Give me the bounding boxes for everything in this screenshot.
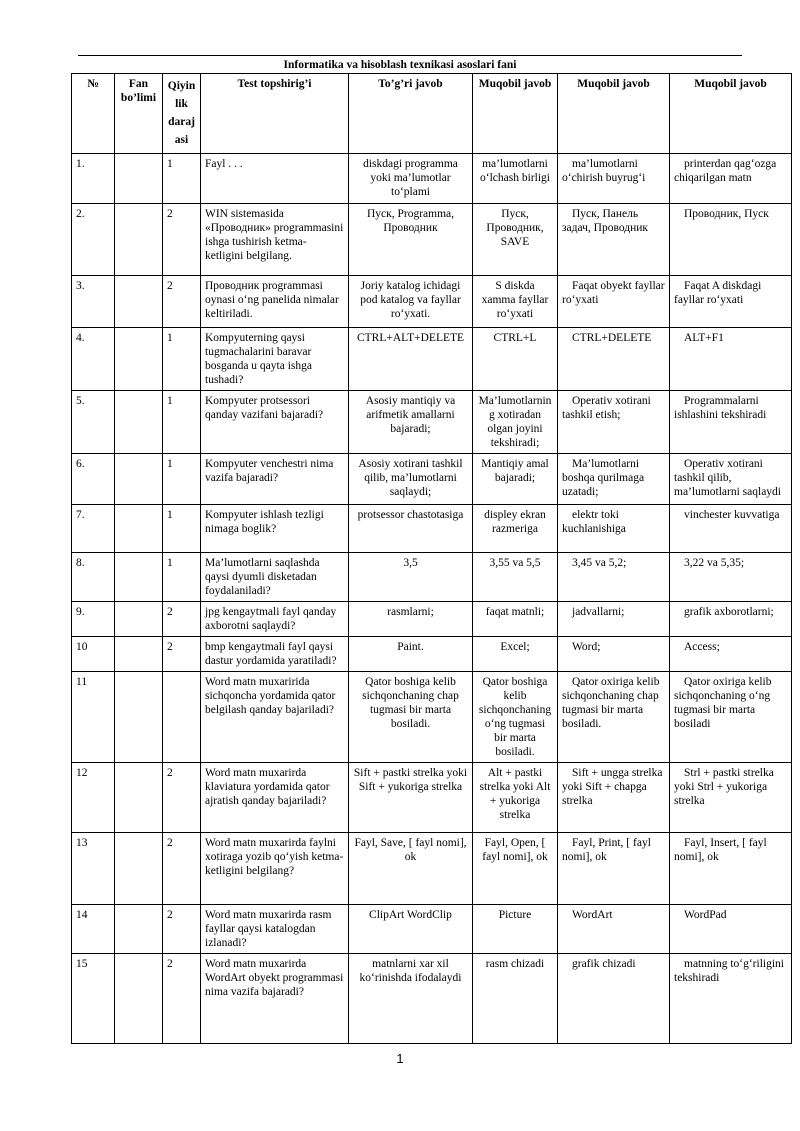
question-text [201, 905, 349, 954]
correct-answer [349, 276, 473, 328]
question-number [72, 602, 115, 637]
question-text-text: bmp kengaytmali fayl qaysi dastur yordamida yaratiladi? [205, 641, 337, 667]
correct-answer-text: Asosiy xotirani tashkil qilib, ma’lumotlarni saqlaydi; [358, 458, 463, 498]
alternative-answer-3-text: WordPad [684, 909, 727, 921]
question-number-text: 8. [76, 557, 85, 569]
table-row [72, 905, 792, 954]
table-body [72, 154, 792, 1044]
question-number [72, 276, 115, 328]
table-header-row [72, 74, 792, 154]
alternative-answer-3-text: Programmalarni ishlashini tekshiradi [674, 395, 767, 421]
correct-answer-text: Qator boshiga kelib sichqonchaning chap tugmasi bir marta bosiladi. [362, 676, 459, 730]
alternative-answer-2 [558, 276, 670, 328]
question-text [201, 954, 349, 1044]
section-cell [115, 602, 163, 637]
header-number: № [72, 74, 115, 154]
alternative-answer-3-text: Strl + pastki strelka yoki Strl + yukoriga strelka [674, 767, 774, 807]
question-number-text: 9. [76, 606, 85, 618]
alternative-answer-2 [558, 328, 670, 391]
difficulty-cell-text: 1 [167, 509, 173, 521]
question-number [72, 204, 115, 276]
question-number-text: 6. [76, 458, 85, 470]
alternative-answer-3-text: Проводник, Пуск [684, 208, 769, 220]
question-text [201, 763, 349, 833]
question-text-text: Word matn muxaririda sichqoncha yordamida qator belgilash qanday bajariladi? [205, 676, 336, 716]
alternative-answer-2 [558, 391, 670, 454]
alternative-answer-1-text: Пуск, Проводник, SAVE [486, 208, 544, 248]
difficulty-cell-text: 2 [167, 909, 173, 921]
question-text-text: Word matn muxarirda WordArt obyekt programmasi nima vazifa bajaradi? [205, 958, 344, 998]
alternative-answer-3-text: vinchester kuvvatiga [684, 509, 780, 521]
question-text [201, 204, 349, 276]
section-cell [115, 454, 163, 505]
alternative-answer-3 [670, 637, 792, 672]
difficulty-cell-text: 1 [167, 332, 173, 344]
correct-answer-text: Fayl, Save, [ fayl nomi], ok [354, 837, 467, 863]
correct-answer [349, 505, 473, 553]
table-row [72, 154, 792, 204]
question-number [72, 391, 115, 454]
alternative-answer-3 [670, 905, 792, 954]
question-number [72, 328, 115, 391]
question-number-text: 1. [76, 158, 85, 170]
alternative-answer-1-text: CTRL+L [493, 332, 537, 344]
difficulty-cell-text: 1 [167, 458, 173, 470]
correct-answer-text: rasmlarni; [387, 606, 434, 618]
question-text [201, 391, 349, 454]
difficulty-cell [163, 276, 201, 328]
question-number [72, 637, 115, 672]
difficulty-cell-text: 2 [167, 280, 173, 292]
alternative-answer-2-text: Ma’lumotlarni boshqa qurilmaga uzatadi; [562, 458, 645, 498]
alternative-answer-2-text: Пуск, Панель задач, Проводник [562, 208, 648, 234]
question-text [201, 276, 349, 328]
question-number-text: 7. [76, 509, 85, 521]
difficulty-cell [163, 833, 201, 905]
table-row [72, 276, 792, 328]
alternative-answer-2 [558, 454, 670, 505]
alternative-answer-2-text: elektr toki kuchlanishiga [562, 509, 626, 535]
question-number-text: 15 [76, 958, 88, 970]
question-text-text: Kompyuter venchestri nima vazifa bajaradi? [205, 458, 334, 484]
alternative-answer-2-text: 3,45 va 5,2; [572, 557, 627, 569]
alternative-answer-2 [558, 154, 670, 204]
alternative-answer-1-text: Alt + pastki strelka yoki Alt + yukoriga strelka [479, 767, 551, 821]
alternative-answer-1-text: S diskda xamma fayllar ro‘yxati [481, 280, 549, 320]
header-rule [78, 55, 742, 56]
alternative-answer-3-text: 3,22 va 5,35; [684, 557, 745, 569]
alternative-answer-3 [670, 602, 792, 637]
section-cell [115, 553, 163, 602]
alternative-answer-3 [670, 553, 792, 602]
question-text-text: Fayl . . . [205, 158, 243, 170]
question-text [201, 154, 349, 204]
alternative-answer-3 [670, 954, 792, 1044]
difficulty-cell [163, 505, 201, 553]
alternative-answer-2-text: Sift + ungga strelka yoki Sift + chapga strelka [562, 767, 663, 807]
difficulty-cell-text: 1 [167, 158, 173, 170]
difficulty-cell-text: 2 [167, 767, 173, 779]
alternative-answer-3-text: printerdan qag‘ozga chiqarilgan matn [674, 158, 777, 184]
section-cell [115, 763, 163, 833]
difficulty-cell-text: 2 [167, 837, 173, 849]
alternative-answer-1-text: Excel; [500, 641, 530, 653]
difficulty-cell [163, 637, 201, 672]
alternative-answer-2 [558, 672, 670, 763]
alternative-answer-1 [473, 553, 558, 602]
alternative-answer-1-text: rasm chizadi [485, 958, 545, 970]
correct-answer [349, 833, 473, 905]
alternative-answer-2-text: CTRL+DELETE [572, 332, 652, 344]
question-number-text: 12 [76, 767, 88, 779]
section-cell [115, 328, 163, 391]
difficulty-cell [163, 954, 201, 1044]
section-cell [115, 637, 163, 672]
alternative-answer-2-text: Word; [572, 641, 601, 653]
difficulty-cell [163, 553, 201, 602]
question-number [72, 672, 115, 763]
alternative-answer-3 [670, 454, 792, 505]
question-number-text: 13 [76, 837, 88, 849]
alternative-answer-3-text: Fayl, Insert, [ fayl nomi], ok [674, 837, 767, 863]
alternative-answer-1 [473, 154, 558, 204]
header-correct-answer: To’g’ri javob [349, 74, 473, 154]
alternative-answer-2-text: grafik chizadi [572, 958, 636, 970]
difficulty-cell [163, 154, 201, 204]
table-row [72, 204, 792, 276]
alternative-answer-2-text: Fayl, Print, [ fayl nomi], ok [562, 837, 651, 863]
correct-answer-text: matnlarni xar xil ko‘rinishda ifodalaydi [359, 958, 462, 984]
alternative-answer-3 [670, 154, 792, 204]
difficulty-cell [163, 391, 201, 454]
correct-answer-text: Joriy katalog ichidagi pod katalog va fayllar ro‘yxati. [360, 280, 461, 320]
alternative-answer-2 [558, 505, 670, 553]
question-number-text: 10 [76, 641, 88, 653]
question-number [72, 833, 115, 905]
correct-answer-text: protsessor chastotasiga [357, 509, 464, 521]
alternative-answer-1-text: Mantiqiy amal bajaradi; [481, 458, 549, 484]
section-cell [115, 204, 163, 276]
alternative-answer-3-text: matnning to‘g‘riligini tekshiradi [674, 958, 784, 984]
question-number-text: 5. [76, 395, 85, 407]
difficulty-cell [163, 602, 201, 637]
correct-answer [349, 672, 473, 763]
correct-answer [349, 954, 473, 1044]
question-text [201, 833, 349, 905]
alternative-answer-1 [473, 276, 558, 328]
section-cell [115, 154, 163, 204]
question-text [201, 328, 349, 391]
alternative-answer-2-text: WordArt [572, 909, 613, 921]
alternative-answer-2-text: Qator oxiriga kelib sichqonchaning chap tugmasi bir marta bosiladi. [562, 676, 660, 730]
question-text [201, 602, 349, 637]
table-row [72, 391, 792, 454]
correct-answer [349, 204, 473, 276]
question-number [72, 954, 115, 1044]
alternative-answer-1-text: Qator boshiga kelib sichqonchaning o‘ng tugmasi bir marta bosiladi. [478, 676, 552, 758]
question-text-text: Word matn muxarirda faylni xotiraga yozib qo‘yish ketma-ketligini belgilang? [205, 837, 344, 877]
alternative-answer-1 [473, 637, 558, 672]
correct-answer-text: 3,5 [403, 557, 418, 569]
section-cell [115, 905, 163, 954]
alternative-answer-2-text: jadvallarni; [572, 606, 625, 618]
question-text-text: Проводник programmasi oynasi o‘ng panelida nimalar keltiriladi. [205, 280, 339, 320]
alternative-answer-1 [473, 328, 558, 391]
alternative-answer-3 [670, 672, 792, 763]
alternative-answer-1 [473, 505, 558, 553]
difficulty-cell-text: 2 [167, 606, 173, 618]
section-cell [115, 672, 163, 763]
correct-answer [349, 154, 473, 204]
table-row [72, 763, 792, 833]
difficulty-cell [163, 454, 201, 505]
alternative-answer-1-text: Ma’lumotlarnin g xotiradan olgan joyini tekshiradi; [478, 395, 552, 449]
difficulty-cell-text: 2 [167, 958, 173, 970]
difficulty-cell-text: 1 [167, 557, 173, 569]
difficulty-cell [163, 905, 201, 954]
correct-answer-text: Пуск, Programma, Проводник [366, 208, 455, 234]
correct-answer [349, 763, 473, 833]
section-cell [115, 276, 163, 328]
difficulty-cell-text: 2 [167, 208, 173, 220]
alternative-answer-3-text: Operativ xotirani tashkil qilib, ma’lumotlarni saqlaydi [674, 458, 781, 498]
alternative-answer-3 [670, 505, 792, 553]
alternative-answer-1-text: faqat matnli; [485, 606, 545, 618]
question-text-text: WIN sistemasida «Проводник» programmasini ishga tushirish ketma-ketligini belgilang. [205, 208, 344, 262]
alternative-answer-1 [473, 602, 558, 637]
difficulty-cell-text: 1 [167, 395, 173, 407]
question-number [72, 905, 115, 954]
alternative-answer-2 [558, 602, 670, 637]
alternative-answer-3 [670, 328, 792, 391]
correct-answer [349, 454, 473, 505]
alternative-answer-2 [558, 204, 670, 276]
section-cell [115, 505, 163, 553]
question-text-text: Word matn muxarirda klaviatura yordamida qator ajratish qanday bajariladi? [205, 767, 330, 807]
header-alternative-answer-1: Muqobil javob [473, 74, 558, 154]
difficulty-cell-text: 2 [167, 641, 173, 653]
difficulty-cell [163, 763, 201, 833]
table-row [72, 328, 792, 391]
alternative-answer-2 [558, 763, 670, 833]
question-number-text: 3. [76, 280, 85, 292]
question-text [201, 505, 349, 553]
question-number [72, 763, 115, 833]
alternative-answer-1 [473, 204, 558, 276]
alternative-answer-1-text: Fayl, Open, [ fayl nomi], ok [482, 837, 548, 863]
question-text [201, 454, 349, 505]
alternative-answer-1 [473, 454, 558, 505]
alternative-answer-1 [473, 954, 558, 1044]
alternative-answer-1 [473, 391, 558, 454]
correct-answer-text: Sift + pastki strelka yoki Sift + yukoriga strelka [353, 767, 468, 793]
section-cell [115, 391, 163, 454]
question-text [201, 637, 349, 672]
table-row [72, 637, 792, 672]
alternative-answer-2 [558, 905, 670, 954]
alternative-answer-3 [670, 763, 792, 833]
header-alternative-answer-3: Muqobil javob [670, 74, 792, 154]
question-number [72, 454, 115, 505]
alternative-answer-3 [670, 391, 792, 454]
question-text [201, 672, 349, 763]
alternative-answer-2-text: ma’lumotlarni o‘chirish buyrug‘i [562, 158, 646, 184]
alternative-answer-3-text: ALT+F1 [684, 332, 724, 344]
question-number [72, 154, 115, 204]
correct-answer-text: Asosiy mantiqiy va arifmetik amallarni bajaradi; [365, 395, 456, 435]
alternative-answer-2 [558, 637, 670, 672]
header-section: Fan bo’limi [115, 74, 163, 154]
question-text [201, 553, 349, 602]
question-text-text: Kompyuter protsessori qanday vazifani bajaradi? [205, 395, 324, 421]
alternative-answer-3-text: grafik axborotlarni; [684, 606, 774, 618]
alternative-answer-3 [670, 204, 792, 276]
section-cell [115, 833, 163, 905]
alternative-answer-2-text: Operativ xotirani tashkil etish; [562, 395, 651, 421]
correct-answer-text: ClipArt WordClip [369, 909, 452, 921]
alternative-answer-2 [558, 553, 670, 602]
alternative-answer-1-text: displey ekran razmeriga [484, 509, 546, 535]
alternative-answer-1-text: 3,55 va 5,5 [489, 557, 541, 569]
correct-answer [349, 391, 473, 454]
question-text-text: Kompyuterning qaysi tugmachalarini baravar bosganda u qayta ishga tushadi? [205, 332, 312, 386]
alternative-answer-2 [558, 833, 670, 905]
table-row [72, 454, 792, 505]
alternative-answer-1-text: Picture [498, 909, 532, 921]
correct-answer [349, 328, 473, 391]
question-number [72, 505, 115, 553]
question-number-text: 14 [76, 909, 88, 921]
correct-answer [349, 905, 473, 954]
correct-answer-text: CTRL+ALT+DELETE [356, 332, 465, 344]
section-cell [115, 954, 163, 1044]
correct-answer-text: diskdagi programma yoki ma’lumotlar to‘plami [363, 158, 458, 198]
table-row [72, 954, 792, 1044]
difficulty-cell [163, 204, 201, 276]
difficulty-cell [163, 672, 201, 763]
question-number-text: 2. [76, 208, 85, 220]
alternative-answer-3 [670, 276, 792, 328]
document-title: Informatika va hisoblash texnikasi asoslari fani [283, 59, 517, 71]
alternative-answer-2-text: Faqat obyekt fayllar ro‘yxati [562, 280, 665, 306]
header-alternative-answer-2: Muqobil javob [558, 74, 670, 154]
header-task: Test topshirig’i [201, 74, 349, 154]
alternative-answer-3-text: Qator oxiriga kelib sichqonchaning o‘ng tugmasi bir marta bosiladi [674, 676, 772, 730]
question-number-text: 11 [76, 676, 88, 688]
table-row [72, 505, 792, 553]
alternative-answer-3-text: Faqat A diskdagi fayllar ro‘yxati [674, 280, 762, 306]
table-row [72, 553, 792, 602]
question-text-text: jpg kengaytmali fayl qanday axborotni saqlaydi? [205, 606, 337, 632]
alternative-answer-3 [670, 833, 792, 905]
difficulty-cell [163, 328, 201, 391]
alternative-answer-1 [473, 905, 558, 954]
correct-answer [349, 637, 473, 672]
question-number [72, 553, 115, 602]
question-text-text: Word matn muxarirda rasm fayllar qaysi katalogdan izlanadi? [205, 909, 332, 949]
correct-answer [349, 553, 473, 602]
test-questions-table [71, 73, 792, 1044]
table-row [72, 602, 792, 637]
correct-answer [349, 602, 473, 637]
alternative-answer-1 [473, 763, 558, 833]
alternative-answer-1 [473, 833, 558, 905]
page-number: 1 [396, 1051, 404, 1066]
question-number-text: 4. [76, 332, 85, 344]
alternative-answer-3-text: Access; [684, 641, 720, 653]
alternative-answer-2 [558, 954, 670, 1044]
header-difficulty: Qiyin lik daraj asi [163, 74, 201, 154]
question-text-text: Ma’lumotlarni saqlashda qaysi dyumli disketadan foydalaniladi? [205, 557, 320, 597]
question-text-text: Kompyuter ishlash tezligi nimaga boglik? [205, 509, 324, 535]
table-row [72, 672, 792, 763]
alternative-answer-1 [473, 672, 558, 763]
correct-answer-text: Paint. [397, 641, 424, 653]
alternative-answer-1-text: ma’lumotlarni o‘lchash birligi [480, 158, 550, 184]
table-row [72, 833, 792, 905]
